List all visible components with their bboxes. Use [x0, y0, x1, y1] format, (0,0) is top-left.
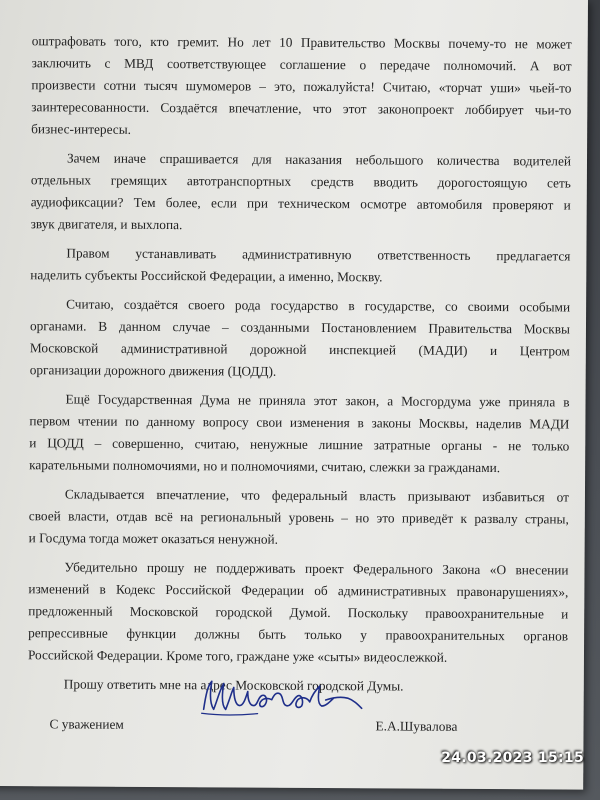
- letter-line: организации дорожного движения (ЦОДД).: [29, 362, 277, 379]
- letter-line: изменений в Кодекс Российской Федерации об административных правонарушениях»,: [28, 581, 569, 600]
- letter-paragraph: [29, 388, 570, 479]
- closing-phrase: С уважением: [49, 716, 124, 732]
- letter-line: Ещё Государственная Дума не приняла этот закон, а Мосгордума уже приняла в: [65, 391, 570, 410]
- letter-line: и ЦОДД – совершенно, считаю, ненужные лишние затратные органы - не только: [29, 435, 570, 454]
- letter-paragraph: [31, 147, 572, 238]
- letter-paragraph: [31, 30, 572, 143]
- letter-line: первом чтении по данному вопросу свои изменения в законы Москвы, наделив МАДИ: [29, 413, 570, 432]
- letter-line: Считаю, создаётся своего рода государство в государстве, со своими особыми: [66, 296, 571, 315]
- letter-line: бизнес-интересы.: [31, 121, 132, 137]
- letter-body: [28, 30, 572, 705]
- letter-line: органами. В данном случае – созданными Постановлением Правительства Москвы: [29, 318, 571, 337]
- letter-line: Убедительно прошу не поддерживать проект Федерального Закона «О внесении: [64, 559, 569, 578]
- letter-line: аудиофиксации? Тем более, если при техническом осмотре автомобиля проверяют и: [30, 194, 571, 213]
- letter-line: оштрафовать того, кто гремит. Но лет 10 Правительство Москвы почему-то не может: [31, 33, 572, 52]
- photo-timestamp: 24.03.2023 15:15: [441, 750, 584, 766]
- letter-line: своей власти, отдав всё на региональный уровень – но это приведёт к развалу страны,: [28, 508, 569, 527]
- letter-line: произвести сотни тысяч шумомеров – это, пожалуйста! Считаю, «торчат уши» чьей-то: [31, 77, 572, 96]
- letter-line: карательными полномочиями, но и полномочиями, считаю, слежки за гражданами.: [29, 457, 501, 476]
- letter-line: наделить субъекты Российской Федерации, а именно, Москву.: [30, 267, 383, 285]
- letter-line: Московской административной дорожной инспекцией (МАДИ) и Центром: [29, 340, 570, 359]
- letter-paragraph: [29, 483, 569, 552]
- letter-line: Российской Федерации. Кроме того, граждане уже «сыты» видеослежкой.: [27, 647, 448, 665]
- letter-line: отдельных гремящих автотранспортных средств вводить дорогостоящую сеть: [30, 172, 571, 191]
- letter-line: Прошу ответить мне на адрес Московской городской Думы.: [63, 676, 404, 694]
- letter-paragraph: [28, 556, 569, 669]
- letter-line: и Госдума тогда может оказаться ненужной.: [28, 530, 279, 547]
- letter-line: репрессивные функции должны быть только у правоохранительных органов: [28, 625, 569, 644]
- letter-line: заинтересованности. Создаётся впечатление, что этот законопроект лоббирует чьи-то: [31, 99, 572, 118]
- letter-line: звук двигателя, и выхлопа.: [30, 216, 183, 233]
- letter-line: Правом устанавливать административную ответственность предлагается: [66, 245, 571, 264]
- letter-paragraph: [30, 242, 570, 289]
- letter-line: Зачем иначе спрашивается для наказания небольшого количества водителей: [66, 150, 572, 169]
- signer-name: Е.А.Шувалова: [375, 718, 458, 734]
- letter-line: Складывается впечатление, что федеральный власть призывают избавиться от: [64, 486, 569, 505]
- letter-line: заключить с МВД соответствующее соглашение о передаче полномочий. А вот: [31, 55, 572, 74]
- handwritten-signature: [198, 675, 368, 726]
- letter-line: предложенный Московской городской Думой. Поскольку правоохранительные и: [28, 603, 569, 622]
- letter-paragraph: [30, 293, 571, 384]
